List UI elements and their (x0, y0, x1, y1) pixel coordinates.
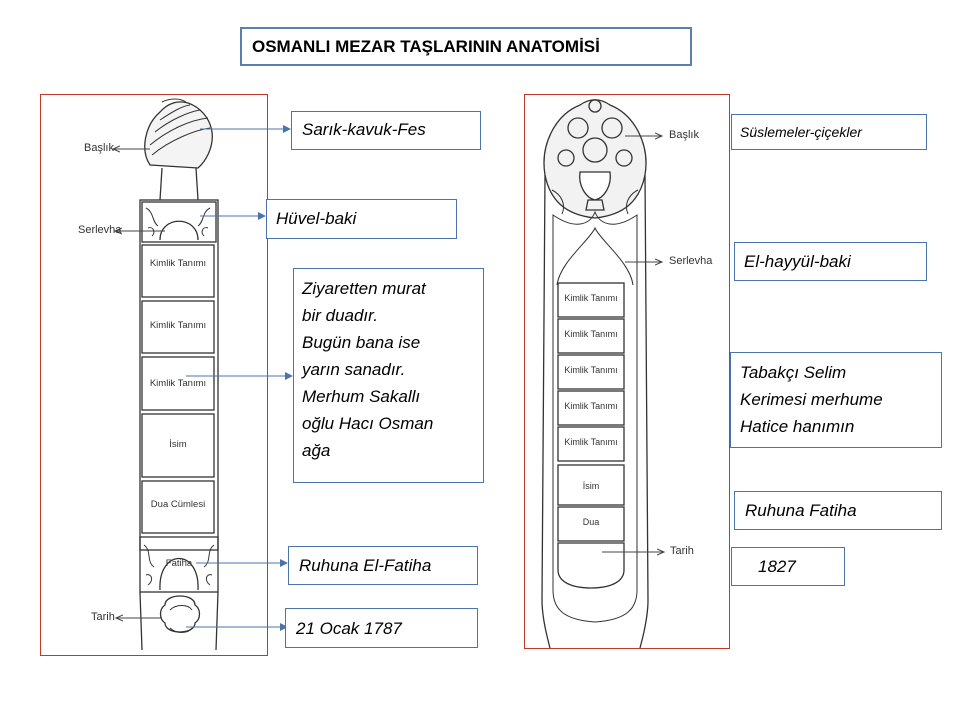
right-section-kimlik-2: Kimlik Tanımı (564, 329, 618, 339)
poem-line: Bugün bana ise (302, 333, 421, 352)
left-section-kimlik-2: Kimlik Tanımı (149, 320, 207, 331)
right-section-kimlik-1: Kimlik Tanımı (564, 293, 618, 303)
name-line: Tabakçı Selim (740, 363, 847, 382)
right-label-serlevha: Serlevha (669, 255, 713, 267)
right-section-isim: İsim (582, 481, 600, 491)
poem-line: yarın sanadır. (302, 360, 406, 379)
right-section-kimlik-4: Kimlik Tanımı (564, 401, 618, 411)
name-line: Kerimesi merhume (740, 390, 883, 409)
poem-line: oğlu Hacı Osman (302, 414, 434, 433)
right-section-kimlik-5: Kimlik Tanımı (564, 437, 618, 447)
right-label-baslik: Başlık (669, 129, 699, 141)
left-label-baslik: Başlık (84, 142, 114, 154)
callout-hayyul: El-hayyül-baki (734, 242, 927, 281)
left-label-serlevha: Serlevha (78, 224, 122, 236)
poem-line: Merhum Sakallı (302, 387, 421, 406)
left-section-dua: Dua Cümlesi (150, 499, 206, 510)
name-lines (740, 359, 883, 440)
callout-poem (293, 268, 484, 483)
right-section-kimlik-3: Kimlik Tanımı (564, 365, 618, 375)
left-section-fatiha: Fatiha (165, 558, 193, 569)
callout-date-left: 21 Ocak 1787 (285, 608, 478, 648)
name-line: Hatice hanımın (740, 417, 855, 436)
left-section-kimlik-1: Kimlik Tanımı (149, 258, 207, 269)
left-label-tarih: Tarih (91, 611, 115, 623)
poem-line: ağa (302, 441, 331, 460)
callout-sarik: Sarık-kavuk-Fes (291, 111, 481, 150)
callout-huvel: Hüvel-baki (266, 199, 457, 239)
left-section-isim: İsim (169, 439, 187, 450)
callout-susleme: Süslemeler-çiçekler (731, 114, 927, 150)
callout-name-right (730, 352, 942, 448)
left-section-kimlik-3: Kimlik Tanımı (149, 378, 207, 389)
callout-fatiha-right: Ruhuna Fatiha (734, 491, 942, 530)
poem-line: Ziyaretten murat (302, 279, 426, 298)
right-label-tarih: Tarih (670, 545, 694, 557)
callout-year-right: 1827 (731, 547, 845, 586)
poem-line: bir duadır. (302, 306, 378, 325)
callout-fatiha-left: Ruhuna El-Fatiha (288, 546, 478, 585)
right-section-dua: Dua (582, 517, 600, 527)
poem-lines (302, 275, 433, 464)
page-title: OSMANLI MEZAR TAŞLARININ ANATOMİSİ (252, 37, 600, 56)
